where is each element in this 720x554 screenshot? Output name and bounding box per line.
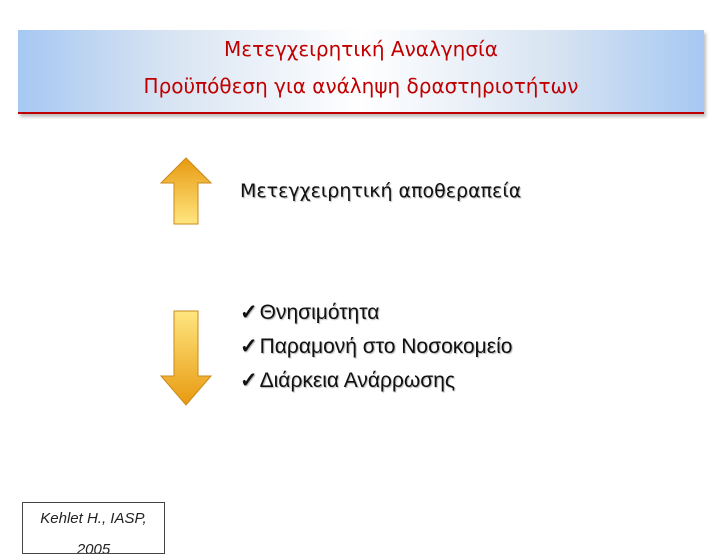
citation-box [22, 502, 165, 554]
title-line-2: Προϋπόθεση για ανάληψη δραστηριοτήτων [143, 74, 579, 98]
up-arrow-icon [160, 157, 212, 225]
citation-line-2: 2005 [76, 541, 111, 554]
citation-line-1: Kehlet H., IASP, [40, 510, 147, 527]
outcome-hospital-stay: Παραμονή στο Νοσοκομείο [259, 335, 513, 358]
checkmark-icon: ✓ [240, 369, 258, 392]
checkmark-icon: ✓ [240, 301, 258, 324]
checkmark-icon: ✓ [240, 335, 258, 358]
list-item [240, 296, 512, 330]
list-item [240, 364, 512, 398]
down-arrow-icon [160, 310, 212, 406]
outcome-mortality: Θνησιμότητα [259, 301, 380, 324]
title-banner [18, 30, 704, 114]
outcome-recovery-duration: Διάρκεια Ανάρρωσης [259, 369, 456, 392]
list-item [240, 330, 512, 364]
postoperative-therapy-label: Μετεγχειρητική αποθεραπεία [240, 180, 522, 202]
outcomes-list [240, 296, 512, 398]
title-line-1: Μετεγχειρητική Αναλγησία [224, 37, 498, 61]
